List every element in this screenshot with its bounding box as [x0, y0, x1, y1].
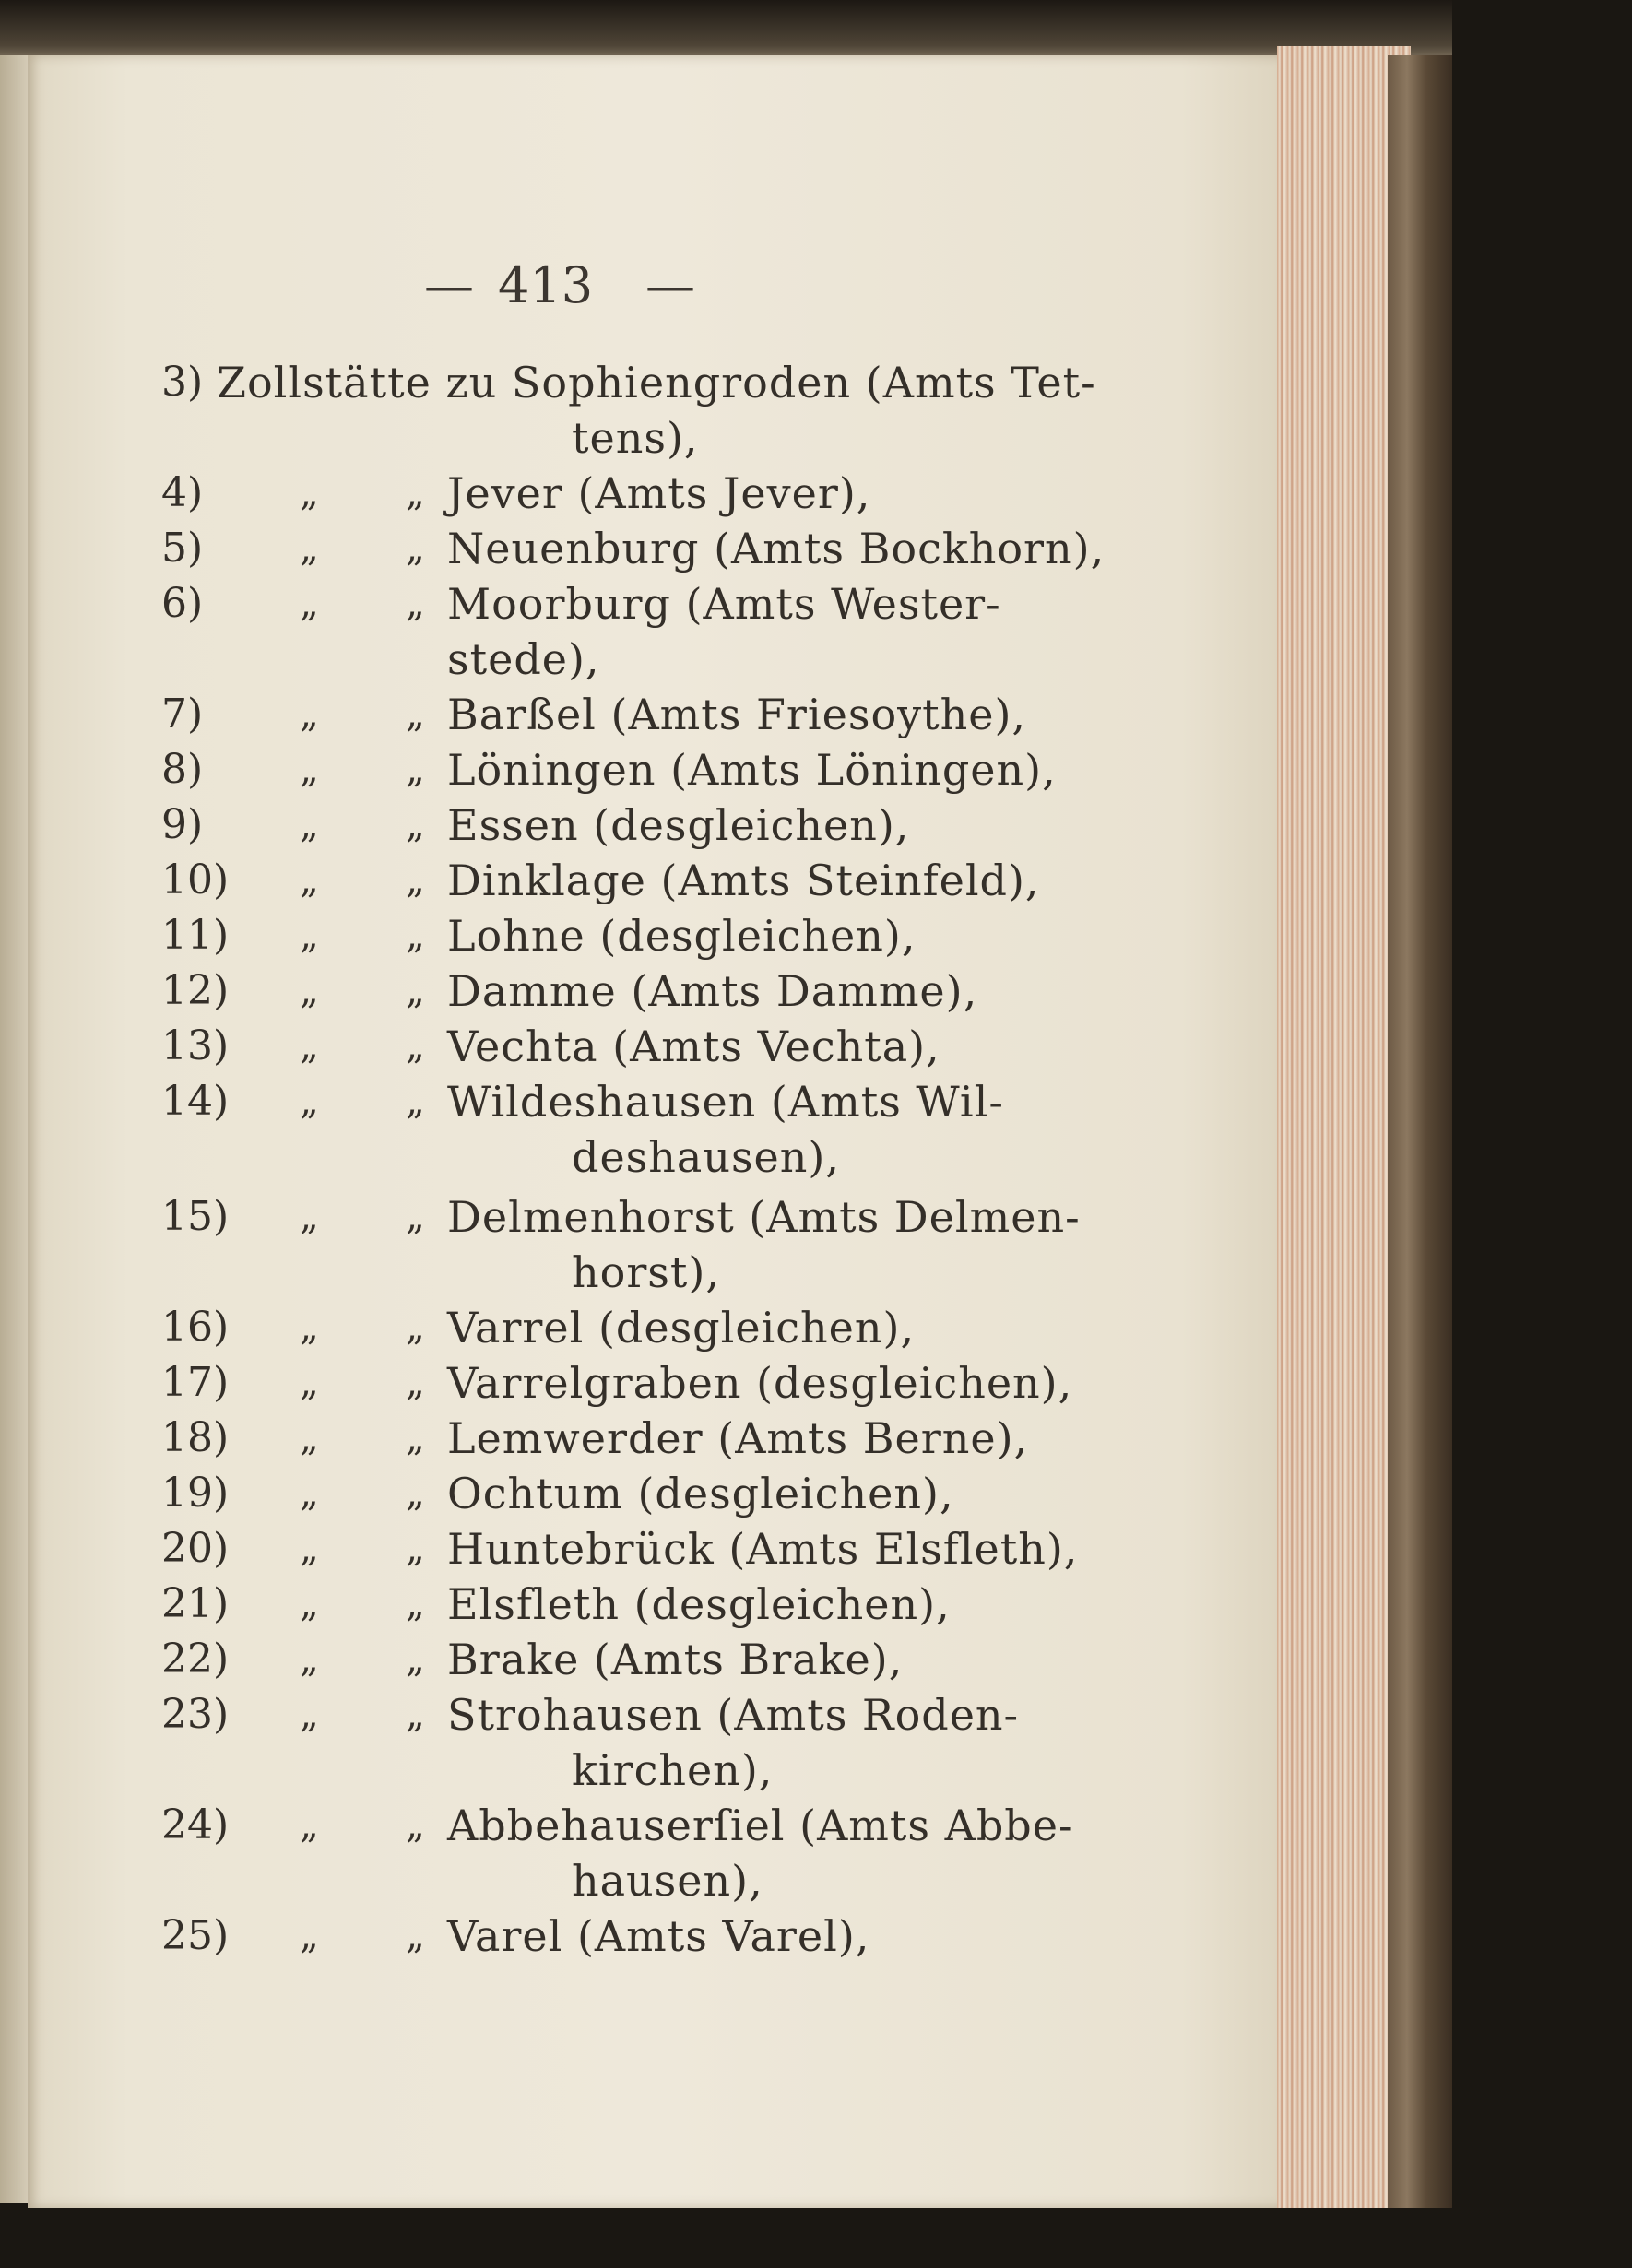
entry-text: Vechta (Amts Vechta), [447, 1022, 940, 1071]
entry-number: 18) [161, 1414, 230, 1461]
entry-number: 3) [161, 359, 204, 406]
ditto-mark: „ [300, 1417, 319, 1459]
entry-text: Moorburg (Amts Wester- [447, 579, 1001, 629]
entry-number: 22) [161, 1636, 230, 1683]
ditto-mark: „ [406, 1528, 425, 1570]
entry-text: Damme (Amts Damme), [447, 966, 978, 1016]
ditto-mark: „ [300, 1025, 319, 1068]
entry-text: Elsfleth (desgleichen), [447, 1579, 951, 1629]
ditto-mark: „ [300, 1638, 319, 1681]
ditto-mark: „ [300, 1915, 319, 1957]
entry-text-cont: deshausen), [572, 1132, 840, 1182]
entry-text: Abbehauserſiel (Amts Abbe- [447, 1801, 1074, 1850]
entry-text: Dinklage (Amts Steinfeld), [447, 856, 1040, 905]
ditto-mark: „ [406, 693, 425, 736]
entry-text: Varrelgraben (desgleichen), [447, 1358, 1073, 1408]
ditto-mark: „ [300, 472, 319, 514]
entry-text: Varrel (desgleichen), [447, 1303, 916, 1353]
entry-number: 5) [161, 525, 204, 572]
header-dash-right: — [645, 256, 695, 314]
ditto-mark: „ [300, 970, 319, 1012]
entry-number: 13) [161, 1022, 230, 1069]
ditto-mark: „ [300, 1081, 319, 1123]
ditto-mark: „ [406, 804, 425, 846]
entry-text: Brake (Amts Brake), [447, 1635, 904, 1684]
entry-text-cont: stede), [447, 634, 600, 684]
entry-number: 20) [161, 1525, 230, 1572]
entry-text: Jever (Amts Jever), [447, 468, 871, 518]
ditto-mark: „ [406, 1638, 425, 1681]
entry-number: 4) [161, 469, 204, 516]
ditto-mark: „ [300, 693, 319, 736]
ditto-mark: „ [406, 1915, 425, 1957]
entry-text: Essen (desgleichen), [447, 800, 910, 850]
entry-text: Löningen (Amts Löningen), [447, 745, 1057, 795]
entry-text-cont: tens), [572, 413, 699, 463]
entry-text: Wildeshausen (Amts Wil- [447, 1077, 1004, 1127]
entry-number: 8) [161, 746, 204, 793]
entry-number: 17) [161, 1359, 230, 1406]
entry-number: 25) [161, 1912, 230, 1959]
ditto-mark: „ [300, 1196, 319, 1238]
ditto-mark: „ [406, 1025, 425, 1068]
ditto-mark: „ [406, 970, 425, 1012]
ditto-mark: „ [300, 1583, 319, 1625]
ditto-mark: „ [300, 1306, 319, 1349]
entry-number: 23) [161, 1691, 230, 1738]
entry-number: 12) [161, 967, 230, 1014]
entry-number: 11) [161, 912, 230, 959]
entry-number: 6) [161, 580, 204, 627]
ditto-mark: „ [300, 1694, 319, 1736]
ditto-mark: „ [406, 1694, 425, 1736]
entry-text: Huntebrück (Amts Elsfleth), [447, 1524, 1079, 1574]
ditto-mark: „ [406, 915, 425, 957]
ditto-mark: „ [406, 1417, 425, 1459]
ditto-mark: „ [300, 1362, 319, 1404]
ditto-mark: „ [406, 1081, 425, 1123]
ditto-mark: „ [300, 915, 319, 957]
entry-number: 21) [161, 1580, 230, 1627]
ditto-mark: „ [300, 1472, 319, 1515]
ditto-mark: „ [406, 1362, 425, 1404]
ditto-mark: „ [300, 583, 319, 625]
header-dash-left: — [424, 256, 474, 314]
ditto-mark: „ [406, 1196, 425, 1238]
entry-number: 9) [161, 801, 204, 848]
ditto-mark: „ [406, 1583, 425, 1625]
ditto-mark: „ [300, 527, 319, 570]
entry-text: Delmenhorst (Amts Delmen- [447, 1192, 1081, 1242]
entry-text-cont: hausen), [572, 1856, 763, 1906]
entry-number: 24) [161, 1801, 230, 1849]
entry-text: Lohne (desgleichen), [447, 911, 917, 961]
ditto-mark: „ [300, 804, 319, 846]
ditto-mark: „ [406, 583, 425, 625]
entry-text-cont: kirchen), [572, 1745, 774, 1795]
entry-text: Strohausen (Amts Roden- [447, 1690, 1020, 1740]
entry-text: Ochtum (desgleichen), [447, 1469, 954, 1518]
ditto-mark: „ [406, 527, 425, 570]
entry-number: 7) [161, 691, 204, 738]
ditto-mark: „ [300, 1528, 319, 1570]
entry-number: 14) [161, 1078, 230, 1125]
ditto-mark: „ [300, 1804, 319, 1847]
ditto-mark: „ [406, 472, 425, 514]
ditto-mark: „ [406, 1804, 425, 1847]
book-cover-spine [1388, 55, 1452, 2208]
entry-number: 16) [161, 1304, 230, 1351]
ditto-mark: „ [406, 1472, 425, 1515]
entry-number: 19) [161, 1470, 230, 1517]
page-number: 413 [498, 256, 594, 314]
entry-number: 15) [161, 1193, 230, 1240]
ditto-mark: „ [406, 1306, 425, 1349]
entry-text: Neuenburg (Amts Bockhorn), [447, 524, 1106, 573]
entry-number: 10) [161, 856, 230, 904]
entry-text: Varel (Amts Varel), [447, 1911, 870, 1961]
entry-text: Lemwerder (Amts Berne), [447, 1413, 1029, 1463]
ditto-mark: „ [406, 749, 425, 791]
entry-text: Barßel (Amts Friesoythe), [447, 690, 1027, 739]
ditto-mark: „ [300, 749, 319, 791]
ditto-mark: „ [300, 859, 319, 902]
entry-text-cont: horst), [572, 1247, 720, 1297]
ditto-mark: „ [406, 859, 425, 902]
entry-text: Zollstätte zu Sophiengroden (Amts Tet- [217, 358, 1096, 408]
